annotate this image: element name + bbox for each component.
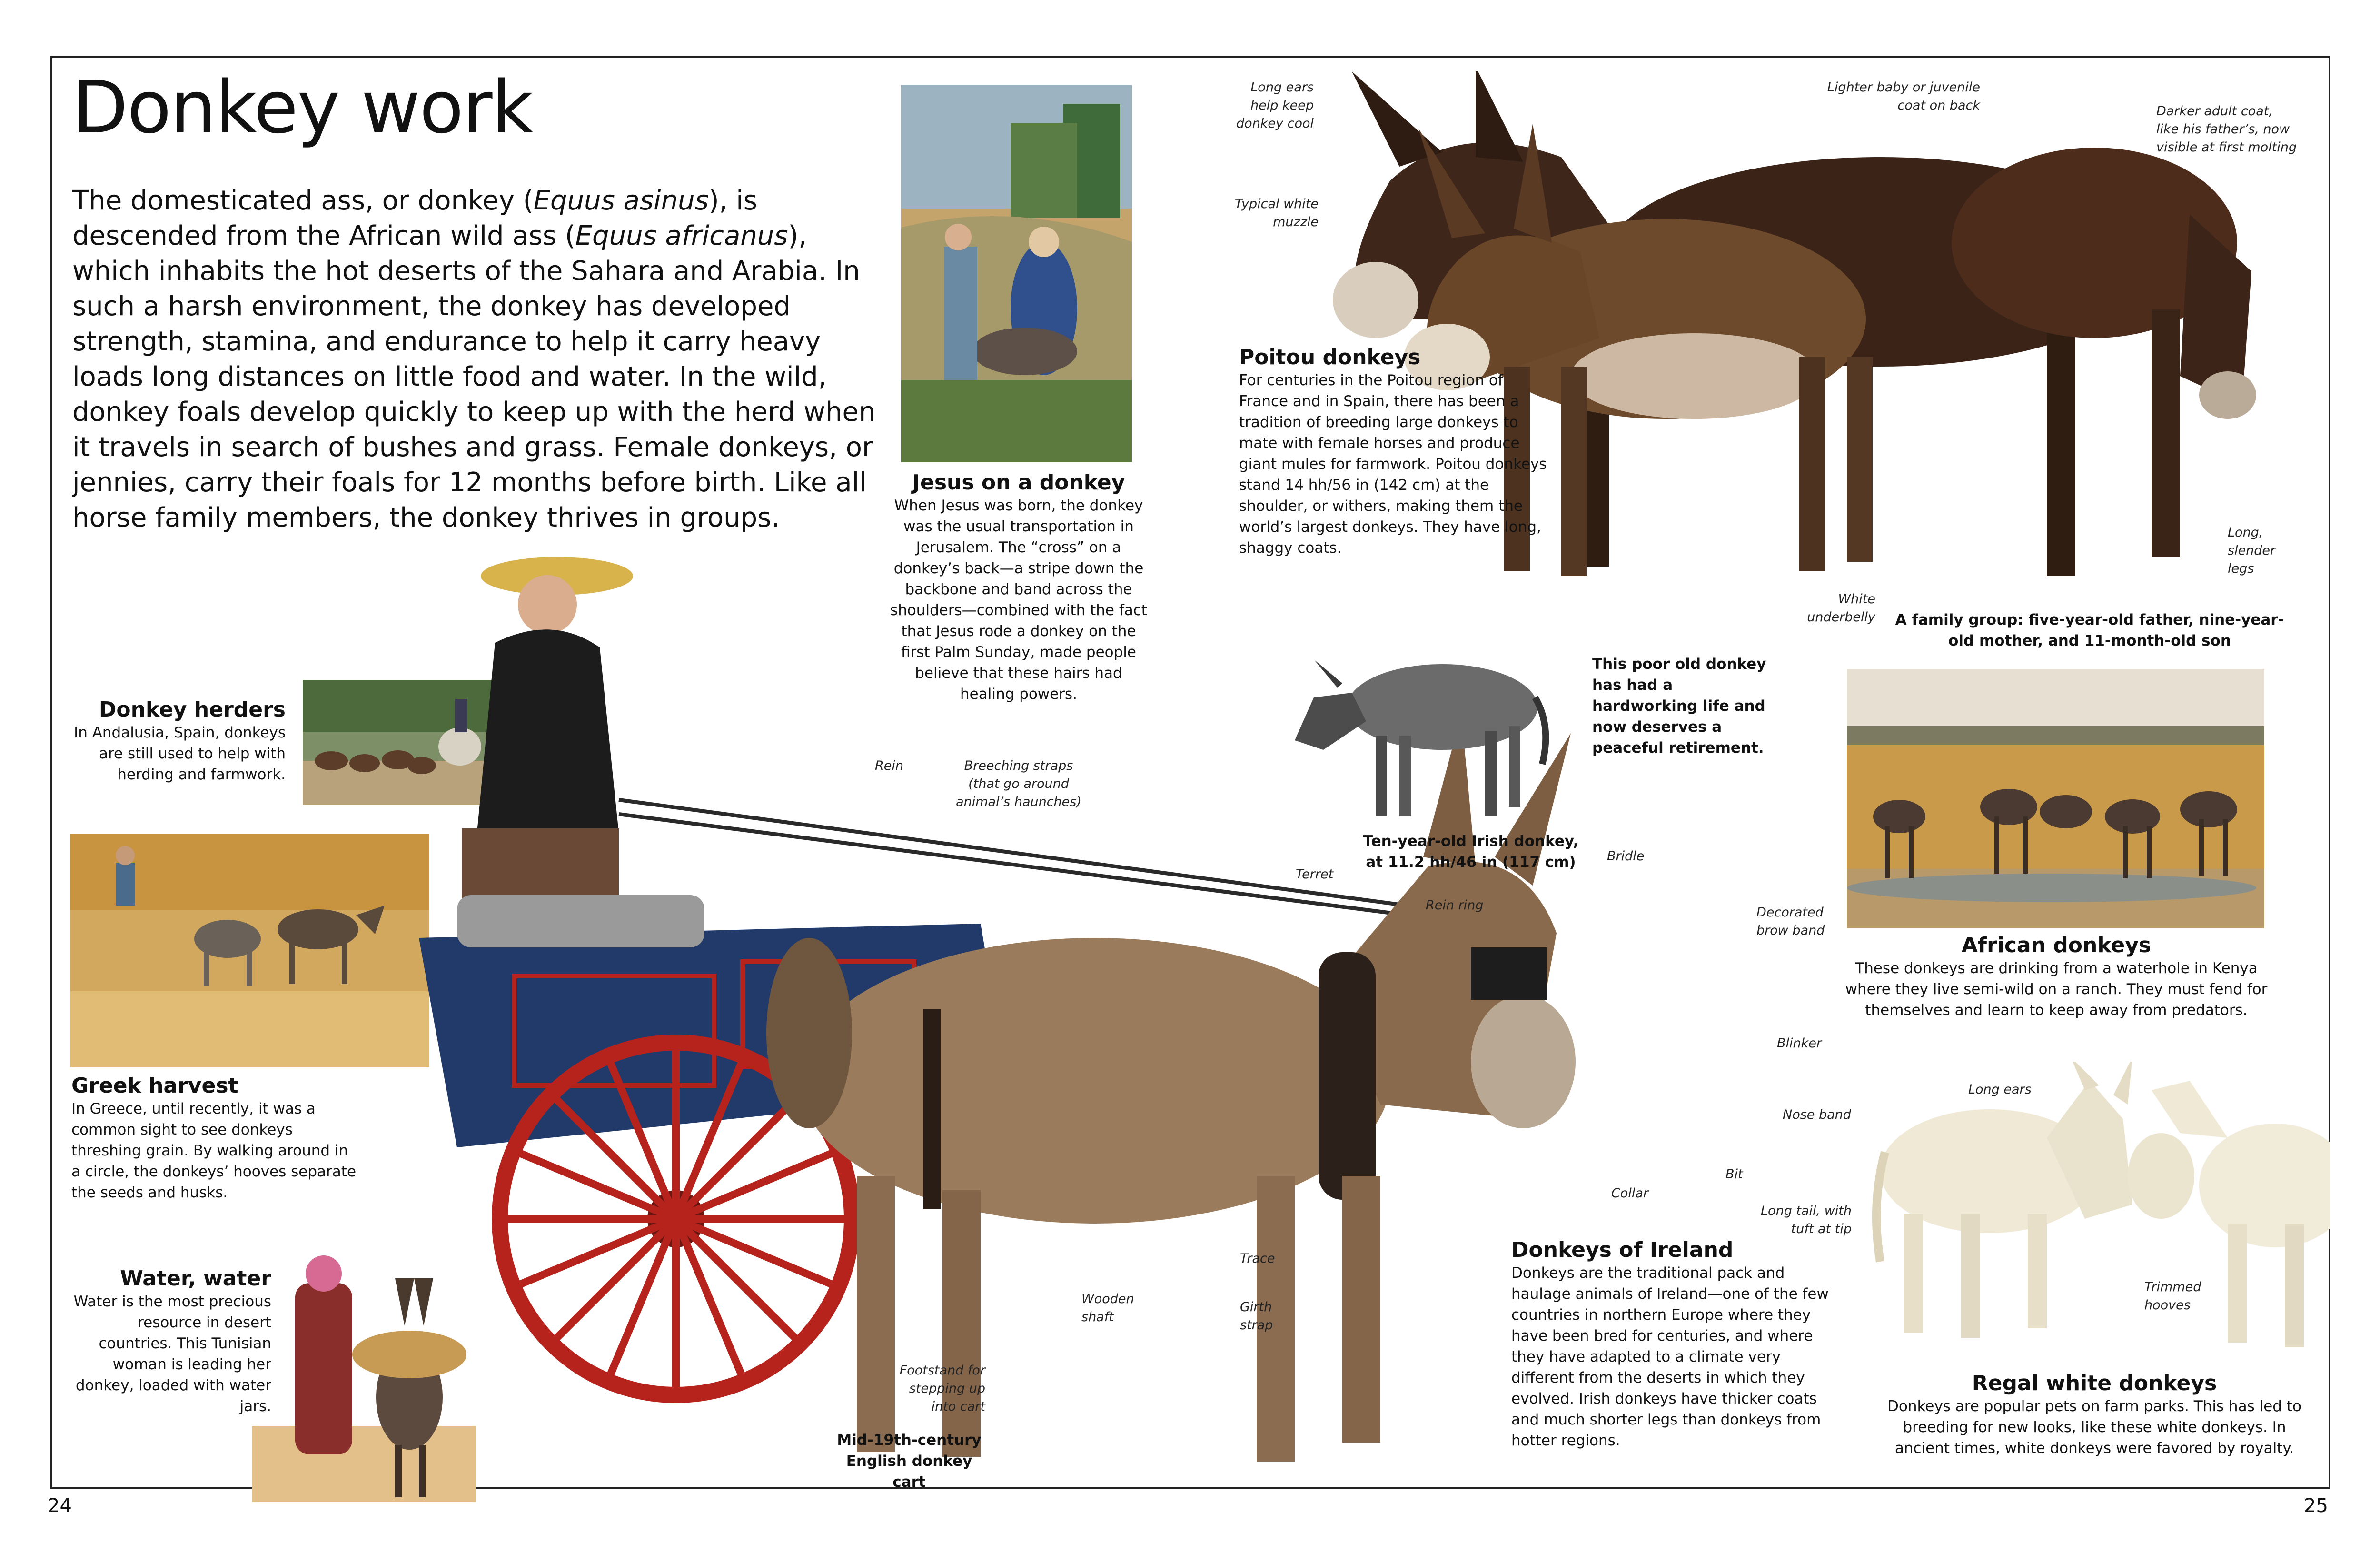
white-donkeys-photo	[1866, 1062, 2330, 1357]
label-collar: Collar	[1611, 1186, 1649, 1201]
label-trimmed-hooves: Trimmed hooves	[2144, 1280, 2202, 1313]
label-white-muzzle: Typical white muzzle	[1234, 197, 1319, 229]
african-text	[1837, 933, 2275, 1021]
jesus-body: When Jesus was born, the donkey was the usual transportation in Jerusalem. The “cross” on a donkey’s back—a stripe down the backbone and band across the shoulders—combined with the fact that Jesus rode a donkey on the first Palm Sunday, made people believe that these hairs had healing powers.	[890, 497, 1147, 703]
irish-old-caption: This poor old donkey has had a hardworking life and now deserves a peaceful retirement.	[1592, 656, 1766, 757]
label-long-tail: Long tail, with tuft at tip	[1761, 1204, 1852, 1236]
label-girth: Girth strap	[1240, 1300, 1273, 1333]
greek-body: In Greece, until recently, it was a common sight to see donkeys threshing grain. By walking around in a circle, the donkeys’ hooves separate the seeds and husks.	[71, 1100, 357, 1201]
cart-caption: Mid-19th-century English donkey cart	[837, 1432, 982, 1491]
jesus-painting	[901, 85, 1132, 462]
label-long-ears: Long ears	[1968, 1082, 2032, 1097]
poitou-text	[1239, 345, 1553, 558]
white-heading: Regal white donkeys	[1972, 1371, 2217, 1395]
label-nose-band: Nose band	[1783, 1107, 1851, 1122]
label-shaft: Wooden shaft	[1081, 1292, 1134, 1324]
african-heading: African donkeys	[1961, 933, 2152, 957]
label-footstand: Footstand for stepping up into cart	[899, 1363, 985, 1414]
african-donkeys-photo	[1847, 669, 2264, 928]
label-brow-band: Decorated brow band	[1756, 905, 1825, 938]
herders-heading: Donkey herders	[99, 697, 286, 722]
water-body: Water is the most precious resource in desert countries. This Tunisian woman is leading her donkey, loaded with water jars.	[73, 1293, 271, 1415]
label-breeching: Breeching straps (that go around animal’s haunches)	[956, 758, 1081, 809]
herders-body: In Andalusia, Spain, donkeys are still used to help with herding and farmwork.	[74, 724, 286, 783]
poitou-body: For centuries in the Poitou region of France and in Spain, there has been a tradition of breeding large donkeys to mate with female horses and produce giant mules for farmwork. Poitou donkeys stand 14 hh/56 in (142 cm) at the shoulder, or withers, making them the world’s largest donkeys. They have long, shaggy coats.	[1239, 372, 1547, 557]
jesus-heading: Jesus on a donkey	[912, 470, 1125, 495]
ireland-body: Donkeys are the traditional pack and haulage animals of Ireland—one of the few countries in northern Europe where they have been bred for centuries, and where they have adapted to a climate very different from the deserts in which they evolved. Irish donkeys have thicker coats and much shorter legs than donkeys from hotter regions.	[1511, 1264, 1829, 1449]
label-trace: Trace	[1240, 1251, 1275, 1266]
ireland-heading: Donkeys of Ireland	[1511, 1238, 1734, 1262]
ireland-text	[1511, 1238, 1840, 1451]
white-text	[1875, 1371, 2313, 1459]
label-long-legs: Long, slender legs	[2228, 525, 2276, 576]
water-heading: Water, water	[120, 1266, 271, 1291]
page-number-left: 24	[48, 1495, 72, 1517]
irish-donkey-engraving	[1285, 631, 1580, 831]
label-rein-ring: Rein ring	[1426, 898, 1484, 913]
page-number-right: 25	[2304, 1495, 2328, 1517]
poitou-heading: Poitou donkeys	[1239, 345, 1421, 369]
herders-text	[71, 697, 286, 785]
label-white-underbelly: White underbelly	[1807, 592, 1875, 625]
intro-text: The domesticated ass, or donkey (Equus asinus), is descended from the African wild ass (Equus africanus), which inhabits the hot deserts of the Sahara and Arabia. In such a harsh environment, the donkey has developed strength, stamina, and endurance to help it carry heavy loads long distances on little food and water. In the wild, donkey foals develop quickly to keep up with the herd when it travels in search of bushes and grass. Female donkeys, or jennies, carry their foals for 12 months before birth. Like all horse family members, the donkey thrives in groups.	[72, 185, 876, 533]
page-title: Donkey work	[72, 65, 533, 149]
label-long-ears-cool: Long ears help keep donkey cool	[1236, 80, 1314, 131]
poitou-family-caption: A family group: five-year-old father, nine-year-old mother, and 11-month-old son	[1895, 611, 2284, 649]
label-lighter-coat: Lighter baby or juvenile coat on back	[1827, 80, 1980, 113]
irish-old-subcaption: Ten-year-old Irish donkey, at 11.2 hh/46 in (117 cm)	[1363, 833, 1579, 871]
greek-heading: Greek harvest	[71, 1074, 238, 1098]
water-text	[71, 1266, 271, 1417]
african-body: These donkeys are drinking from a waterhole in Kenya where they live semi-wild on a ranch. They must fend for themselves and learn to keep away from predators.	[1845, 960, 2268, 1019]
white-body: Donkeys are popular pets on farm parks. This has led to breeding for new looks, like these white donkeys. In ancient times, white donkeys were favored by royalty.	[1887, 1398, 2301, 1457]
label-blinker: Blinker	[1777, 1036, 1822, 1051]
label-bridle: Bridle	[1607, 849, 1645, 864]
label-terret: Terret	[1296, 867, 1334, 882]
label-rein: Rein	[875, 758, 903, 773]
label-bit: Bit	[1726, 1167, 1743, 1182]
label-darker-coat: Darker adult coat, like his father’s, now visible at first molting	[2156, 104, 2297, 155]
greek-text	[71, 1074, 357, 1203]
